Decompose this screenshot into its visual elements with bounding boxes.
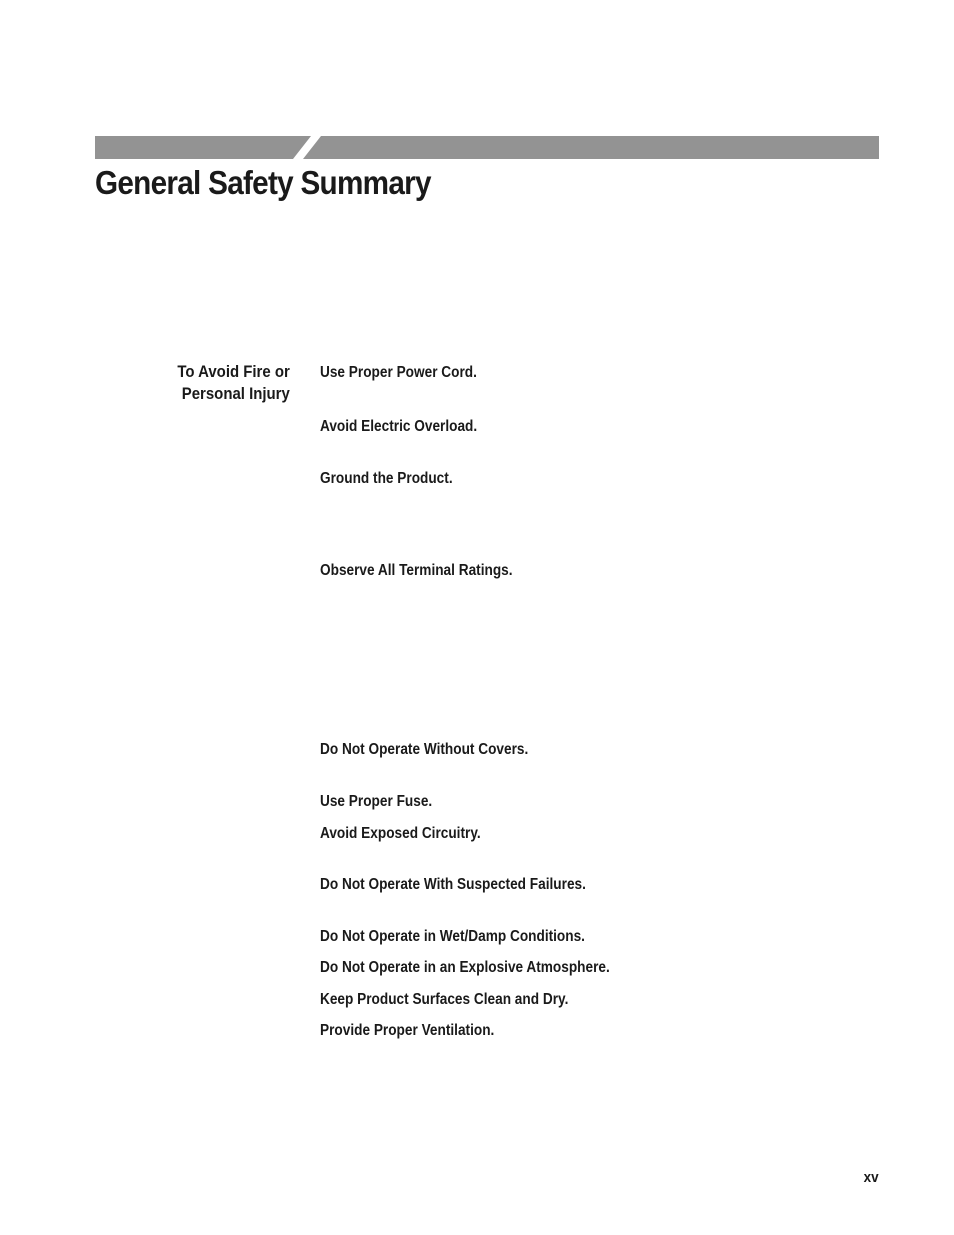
safety-item-clean-dry: Keep Product Surfaces Clean and Dry. [320,991,569,1008]
safety-item-exposed-circuitry: Avoid Exposed Circuitry. [320,825,481,842]
page-title: General Safety Summary [95,164,431,201]
safety-item-proper-fuse: Use Proper Fuse. [320,793,433,810]
safety-item-without-covers: Do Not Operate Without Covers. [320,741,529,758]
safety-item-ventilation: Provide Proper Ventilation. [320,1022,495,1039]
safety-item-explosive-atmosphere: Do Not Operate in an Explosive Atmosphere. [320,959,610,976]
section-heading-line-2: Personal Injury [181,384,290,403]
safety-item-power-cord: Use Proper Power Cord. [320,364,477,381]
safety-item-wet-damp: Do Not Operate in Wet/Damp Conditions. [320,928,585,945]
safety-item-terminal-ratings: Observe All Terminal Ratings. [320,562,513,579]
safety-item-suspected-failures: Do Not Operate With Suspected Failures. [320,876,586,893]
section-heading [178,361,290,405]
page-number: xv [863,1169,879,1186]
safety-item-electric-overload: Avoid Electric Overload. [320,418,478,435]
safety-item-ground-product: Ground the Product. [320,470,453,487]
section-heading-line-1: To Avoid Fire or [177,362,290,381]
chapter-header-bar [95,136,879,159]
